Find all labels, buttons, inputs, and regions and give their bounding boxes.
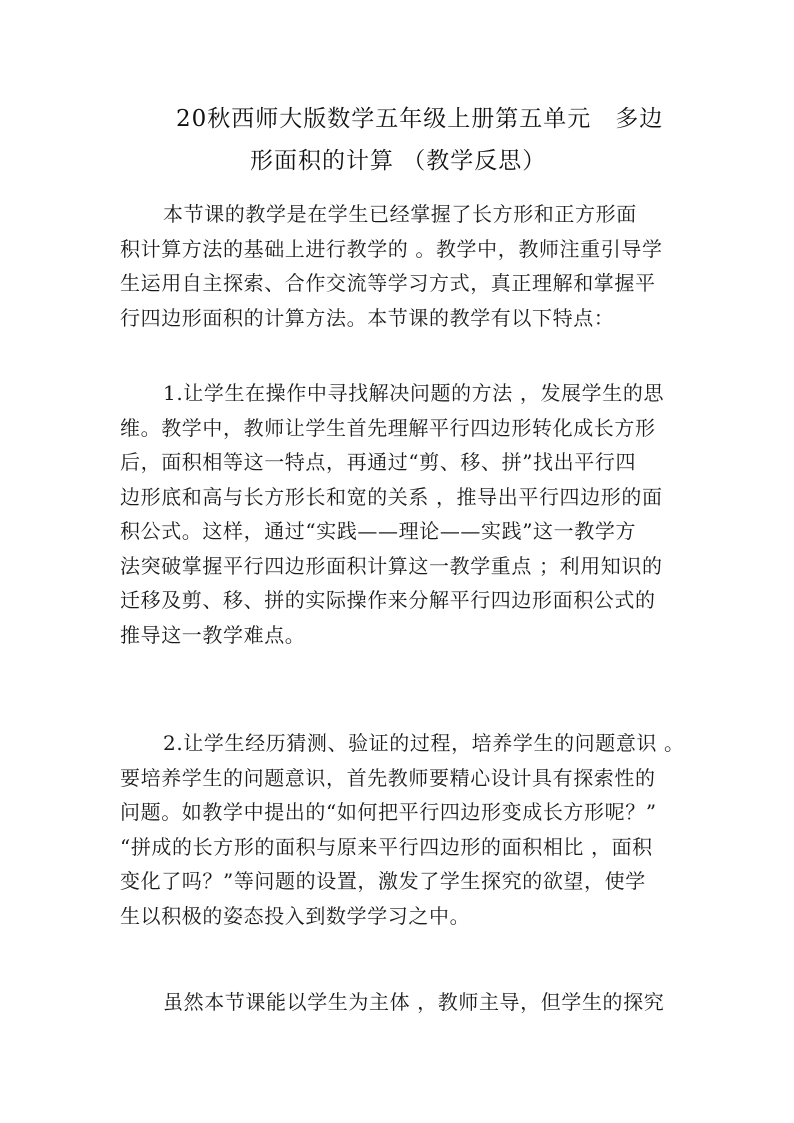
text-line: 边形底和高与长方形长和宽的关系 ，推导出平行四边形的面 — [120, 484, 663, 509]
paragraph-reflection — [120, 985, 680, 1020]
text-line: 积计算方法的基础上进行教学的 。教学中，教师注重引导学 — [120, 236, 663, 261]
paragraph-point-2 — [120, 726, 685, 933]
text-line: 生运用自主探索、合作交流等学习方式，真正理解和掌握平 — [120, 271, 656, 295]
text-line: 积公式。这样，通过“实践——理论——实践”这一教学方 — [120, 519, 637, 543]
text-line: 1.让学生在操作中寻找解决问题的方法 ，发展学生的思 — [163, 381, 665, 405]
paragraph-point-1 — [120, 376, 680, 652]
paragraph-intro — [120, 197, 680, 335]
text-line: 2.让学生经历猜测、验证的过程，培养学生的问题意识 。 — [163, 731, 685, 755]
text-line: 问题。如教学中提出的“如何把平行四边形变成长方形呢？” — [120, 800, 657, 824]
text-line: 维。教学中，教师让学生首先理解平行四边形转化成长方形 — [120, 415, 656, 440]
text-line: 变化了吗？”等问题的设置，激发了学生探究的欲望，使学 — [120, 869, 646, 893]
title-line: 形面积的计算 （教学反思） — [250, 148, 547, 174]
text-line: 推导这一教学难点。 — [120, 622, 306, 647]
document-title — [150, 98, 670, 182]
text-line: 要培养学生的问题意识，首先教师要精心设计具有探索性的 — [120, 765, 656, 790]
title-line: 20秋西师大版数学五年级上册第五单元 多边 — [176, 106, 664, 132]
text-line: 生以积极的姿态投入到数学学习之中。 — [120, 903, 471, 928]
text-line: 迁移及剪、移、拼的实际操作来分解平行四边形面积公式的 — [120, 588, 656, 612]
text-line: 行四边形面积的计算方法。本节课的教学有以下特点： — [120, 305, 615, 330]
text-line: 后，面积相等这一特点，再通过“剪、移、拼”找出平行四 — [120, 450, 637, 474]
text-line: 虽然本节课能以学生为主体 ，教师主导，但学生的探究 — [163, 990, 665, 1014]
text-line: “拼成的长方形的面积与原来平行四边形的面积相比 ，面积 — [120, 834, 653, 859]
text-line: 法突破掌握平行四边形面积计算这一教学重点 ；利用知识的 — [120, 553, 663, 578]
text-line: 本节课的教学是在学生已经掌握了长方形和正方形面 — [163, 202, 637, 226]
